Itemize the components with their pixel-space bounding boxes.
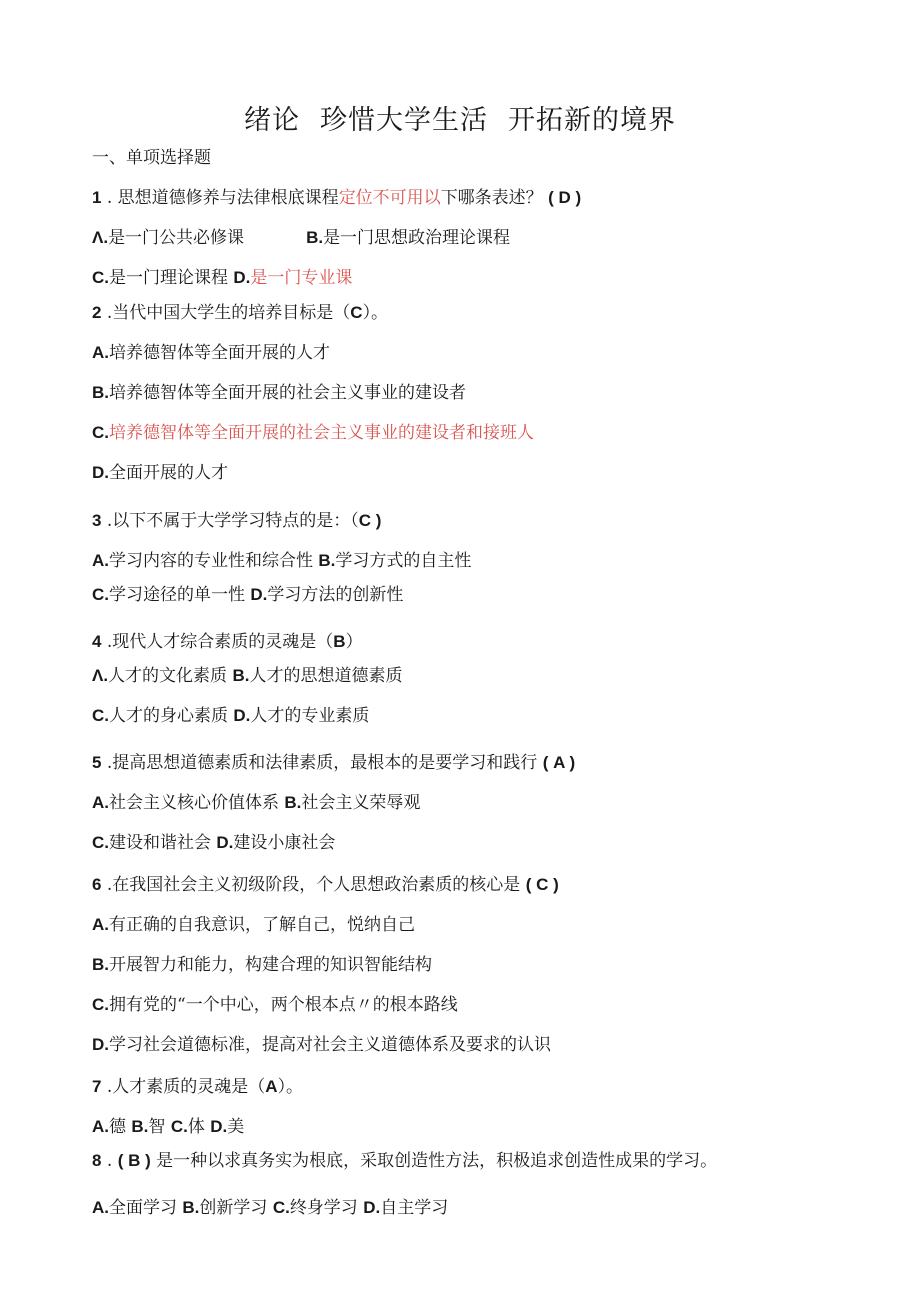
question-number: 8	[92, 1151, 102, 1170]
question-number: 7	[92, 1077, 102, 1096]
options-row	[92, 550, 471, 572]
question-text: .当代中国大学生的培养目标是（	[101, 303, 351, 323]
option-label: A.	[92, 1198, 109, 1217]
option-label: A.	[92, 1117, 109, 1136]
question-text-highlight: 定位不可用以	[338, 188, 441, 208]
option-label: B.	[284, 793, 302, 812]
answer: A	[265, 1077, 278, 1096]
options-row	[92, 267, 352, 289]
option-row	[92, 422, 534, 444]
question-text: .在我国社会主义初级阶段，个人思想政治素质的核心是	[101, 875, 521, 895]
options-row	[92, 1116, 244, 1138]
option-row	[92, 1034, 551, 1056]
option-label: A.	[92, 551, 109, 570]
option-text: 人才的思想道德素质	[249, 666, 403, 686]
options-row	[92, 584, 403, 606]
question-6	[92, 874, 559, 896]
option-label: B.	[92, 383, 109, 402]
option-label: C.	[92, 995, 109, 1014]
answer: C	[350, 303, 363, 322]
question-text: .人才素质的灵魂是（	[101, 1077, 266, 1097]
option-text: 人才的身心素质	[109, 706, 228, 726]
question-number: 5	[92, 753, 102, 772]
option-label: D.	[92, 1035, 109, 1054]
option-label: C.	[170, 1117, 188, 1136]
option-text: 德	[109, 1117, 126, 1137]
option-label: C.	[92, 706, 109, 725]
question-text: .以下不属于大学学习特点的是：（	[101, 511, 359, 531]
option-label: D.	[250, 585, 268, 604]
option-text-correct: 是一门专业课	[250, 268, 353, 288]
option-text: 美	[227, 1117, 245, 1137]
option-text: 有正确的自我意识，了解自己，悦纳自己	[109, 915, 415, 935]
question-2	[92, 302, 388, 324]
option-row	[92, 954, 432, 976]
option-label: B.	[306, 228, 324, 247]
option-row	[92, 382, 466, 404]
option-text: 全面开展的人才	[109, 463, 228, 483]
question-1	[92, 187, 581, 209]
question-text: ）。	[362, 303, 389, 323]
option-label: Λ.	[92, 666, 109, 685]
question-5	[92, 752, 575, 774]
option-row	[92, 994, 458, 1016]
answer: ( C )	[525, 875, 559, 894]
question-text: 是一种以求真务实为根底，采取创造性方法，积极追求创造性成果的学习。	[150, 1151, 718, 1171]
question-3	[92, 510, 381, 532]
option-text: 自主学习	[380, 1198, 449, 1218]
options-row	[92, 665, 402, 687]
option-label: D.	[216, 833, 234, 852]
option-text: 智	[148, 1117, 166, 1137]
option-text: 是一门理论课程	[109, 268, 228, 288]
question-7	[92, 1076, 303, 1098]
question-8	[92, 1150, 717, 1172]
option-label: C.	[272, 1198, 290, 1217]
option-row	[92, 462, 228, 484]
options-row	[92, 705, 369, 727]
title-part-2: 珍惜大学生活	[320, 105, 488, 136]
question-text: ）。	[277, 1077, 304, 1097]
question-number: 1	[92, 188, 102, 207]
question-text: 下哪条表述？	[440, 188, 543, 208]
title-part-1: 绪论	[244, 105, 300, 136]
option-text: 人才的文化素质	[108, 666, 228, 686]
option-label: B.	[232, 666, 250, 685]
answer: ( A )	[542, 753, 576, 772]
answer: B	[333, 632, 346, 651]
question-4	[92, 631, 363, 653]
question-number: 6	[92, 875, 102, 894]
question-number: 2	[92, 303, 102, 322]
options-row	[92, 227, 510, 249]
option-label: A.	[92, 915, 109, 934]
option-text: 学习方式的自主性	[335, 551, 472, 571]
option-label: Λ.	[92, 228, 109, 247]
option-text: 全面学习	[109, 1198, 177, 1218]
option-label: C.	[92, 423, 109, 442]
option-label: D.	[233, 706, 251, 725]
question-number: 3	[92, 511, 102, 530]
option-text: 培养德智体等全面开展的社会主义事业的建设者	[109, 383, 466, 403]
option-text: 创新学习	[199, 1198, 268, 1218]
options-row	[92, 792, 420, 814]
option-label: D.	[210, 1117, 228, 1136]
option-label: B.	[131, 1117, 149, 1136]
option-text: 建设小康社会	[233, 833, 336, 853]
option-row	[92, 342, 330, 364]
option-text: 学习方法的创新性	[267, 585, 404, 605]
answer: C )	[358, 511, 382, 530]
page-title	[0, 98, 920, 137]
question-text: .	[101, 1151, 118, 1171]
option-text: 学习内容的专业性和综合性	[109, 551, 313, 571]
option-label: A.	[92, 343, 109, 362]
option-label: B.	[182, 1198, 200, 1217]
option-text: 开展智力和能力，构建合理的知识智能结构	[109, 955, 432, 975]
option-label: C.	[92, 833, 109, 852]
answer: ( B )	[117, 1151, 151, 1170]
option-label: D.	[233, 268, 251, 287]
option-text: 体	[187, 1117, 205, 1137]
option-label: B.	[92, 955, 109, 974]
question-text: .现代人才综合素质的灵魂是（	[101, 632, 334, 652]
option-text: 是一门公共必修课	[108, 228, 245, 248]
option-text: 人才的专业素质	[250, 706, 370, 726]
question-text: .提高思想道德素质和法律素质，最根本的是要学习和践行	[101, 753, 538, 773]
option-label: C.	[92, 268, 109, 287]
options-row	[92, 832, 335, 854]
option-row	[92, 914, 415, 936]
question-text: . 思想道德修养与法律根底课程	[101, 188, 339, 208]
option-label: A.	[92, 793, 109, 812]
option-text: 社会主义荣辱观	[301, 793, 421, 813]
option-text: 拥有党的“一个中心，两个根本点〃的根本路线	[109, 995, 458, 1015]
option-text: 终身学习	[289, 1198, 358, 1218]
option-text: 学习社会道德标准，提高对社会主义道德体系及要求的认识	[109, 1035, 551, 1055]
answer: ( D )	[548, 188, 582, 207]
option-label: D.	[363, 1198, 381, 1217]
option-label: D.	[92, 463, 109, 482]
question-number: 4	[92, 632, 102, 651]
question-text: ）	[345, 632, 363, 652]
option-text-correct: 培养德智体等全面开展的社会主义事业的建设者和接班人	[109, 423, 534, 443]
option-text: 学习途径的单一性	[109, 585, 245, 605]
option-text: 社会主义核心价值体系	[109, 793, 279, 813]
section-heading: 一、单项选择题	[92, 148, 211, 168]
option-text: 是一门思想政治理论课程	[323, 228, 511, 248]
options-row	[92, 1197, 448, 1219]
option-label: C.	[92, 585, 109, 604]
title-part-3: 开拓新的境界	[508, 105, 676, 136]
option-text: 培养德智体等全面开展的人才	[109, 343, 330, 363]
option-text: 建设和谐社会	[109, 833, 211, 853]
option-label: B.	[318, 551, 336, 570]
